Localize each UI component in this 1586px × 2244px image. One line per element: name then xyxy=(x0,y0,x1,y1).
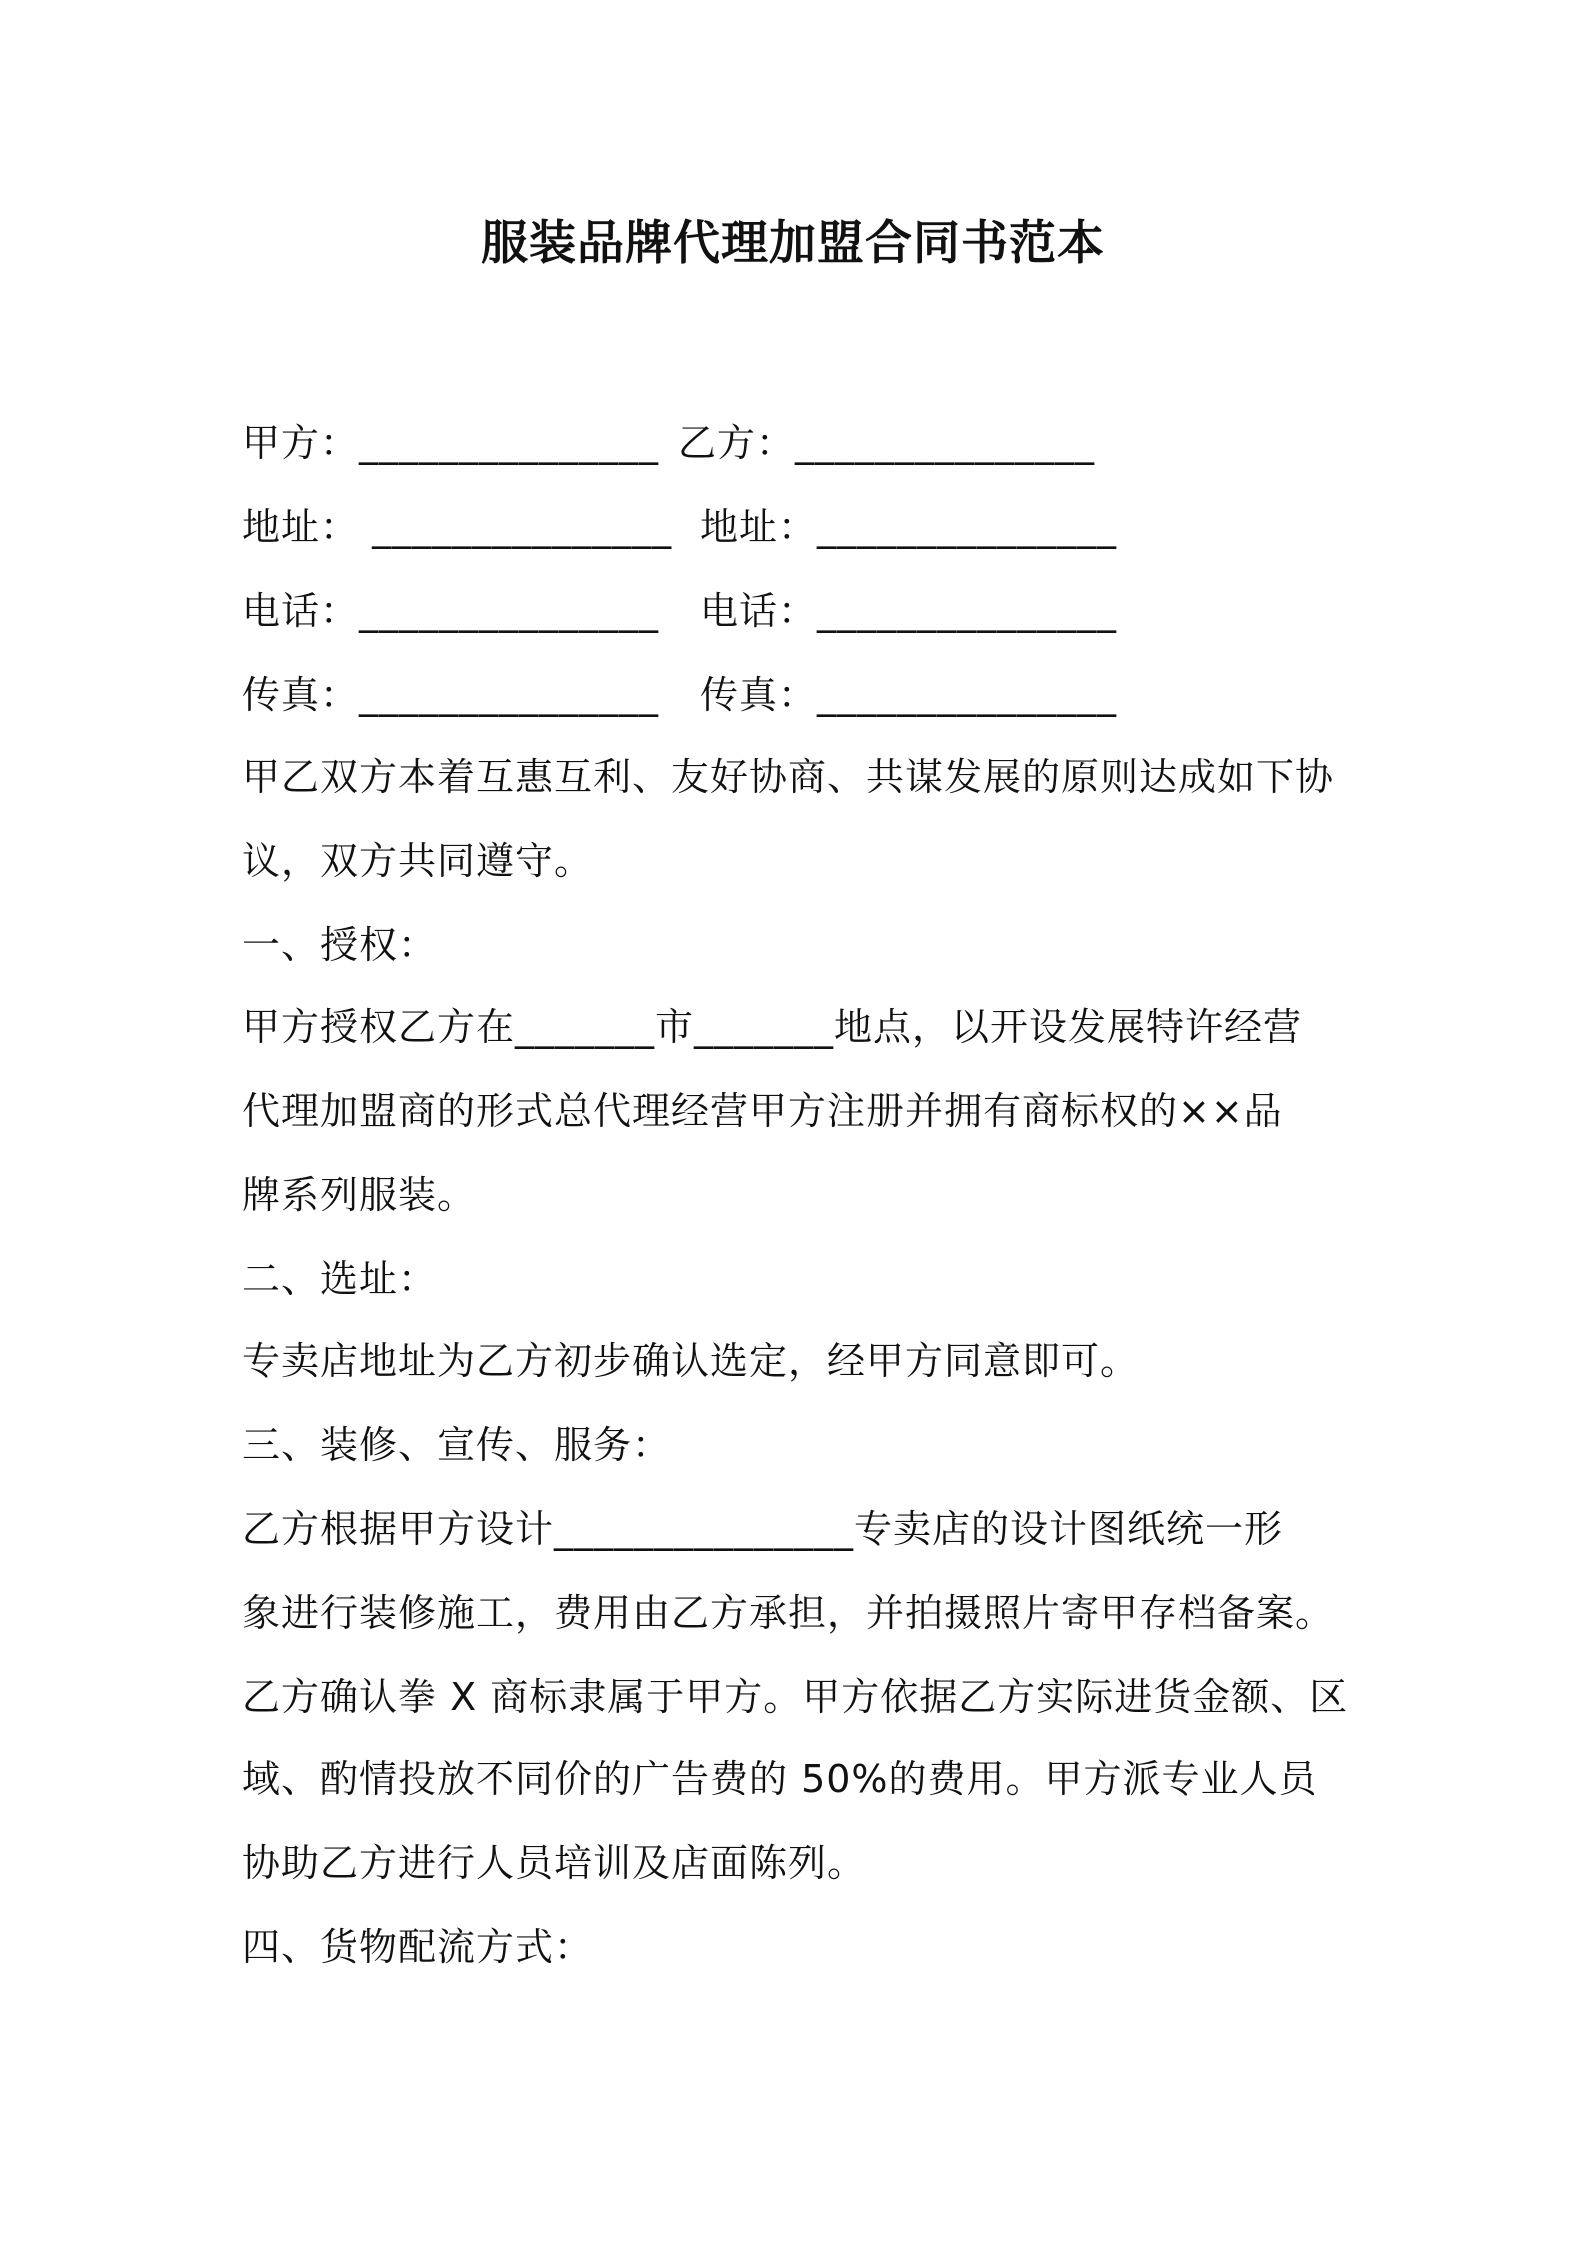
section-heading: 二、选址： xyxy=(242,1257,438,1301)
section-heading: 一、授权： xyxy=(242,923,438,967)
party-b-fax-field: 传真：_______________ xyxy=(700,673,1118,717)
document-title: 服装品牌代理加盟合同书范本 xyxy=(481,216,1105,271)
party-row-fax-a xyxy=(242,670,659,720)
party-a-address-field: 地址： _______________ xyxy=(242,505,673,549)
body-line: 甲乙双方本着互惠互利、友好协商、共谋发展的原则达成如下协 xyxy=(242,755,1335,799)
body-line: 乙方根据甲方设计_______________专卖店的设计图纸统一形 xyxy=(242,1507,1284,1551)
party-row-address-a xyxy=(242,502,672,552)
party-b-name-field: 乙方：_______________ xyxy=(678,421,1096,465)
party-row-fax-b xyxy=(700,670,1117,720)
party-a-phone-field: 电话：_______________ xyxy=(242,589,660,633)
body-line: 牌系列服装。 xyxy=(242,1173,477,1217)
body-line: 甲方授权乙方在_______市_______地点，以开设发展特许经营 xyxy=(242,1005,1303,1049)
body-line: 协助乙方进行人员培训及店面陈列。 xyxy=(242,1841,867,1885)
party-row-party-a-b xyxy=(242,418,659,468)
section-heading: 三、装修、宣传、服务： xyxy=(242,1423,672,1467)
body-line: 域、酌情投放不同价的广告费的 50%的费用。甲方派专业人员 xyxy=(242,1757,1318,1801)
party-a-name-field: 甲方：_______________ xyxy=(242,421,660,465)
body-line: 乙方确认拳 X 商标隶属于甲方。甲方依据乙方实际进货金额、区 xyxy=(242,1675,1349,1719)
section-heading: 四、货物配流方式： xyxy=(242,1925,594,1969)
body-line: 专卖店地址为乙方初步确认选定，经甲方同意即可。 xyxy=(242,1339,1140,1383)
party-b-address-field: 地址：_______________ xyxy=(700,505,1118,549)
party-b-phone-field: 电话：_______________ xyxy=(700,589,1118,633)
party-row-phone-a xyxy=(242,586,659,636)
party-row-phone-b xyxy=(700,586,1117,636)
party-a-fax-field: 传真：_______________ xyxy=(242,673,660,717)
party-row-party-b xyxy=(678,418,1095,468)
body-line: 象进行装修施工，费用由乙方承担，并拍摄照片寄甲存档备案。 xyxy=(242,1591,1335,1635)
body-line: 代理加盟商的形式总代理经营甲方注册并拥有商标权的××品 xyxy=(242,1089,1283,1133)
body-line: 议，双方共同遵守。 xyxy=(242,839,594,883)
party-row-address-b xyxy=(700,502,1117,552)
